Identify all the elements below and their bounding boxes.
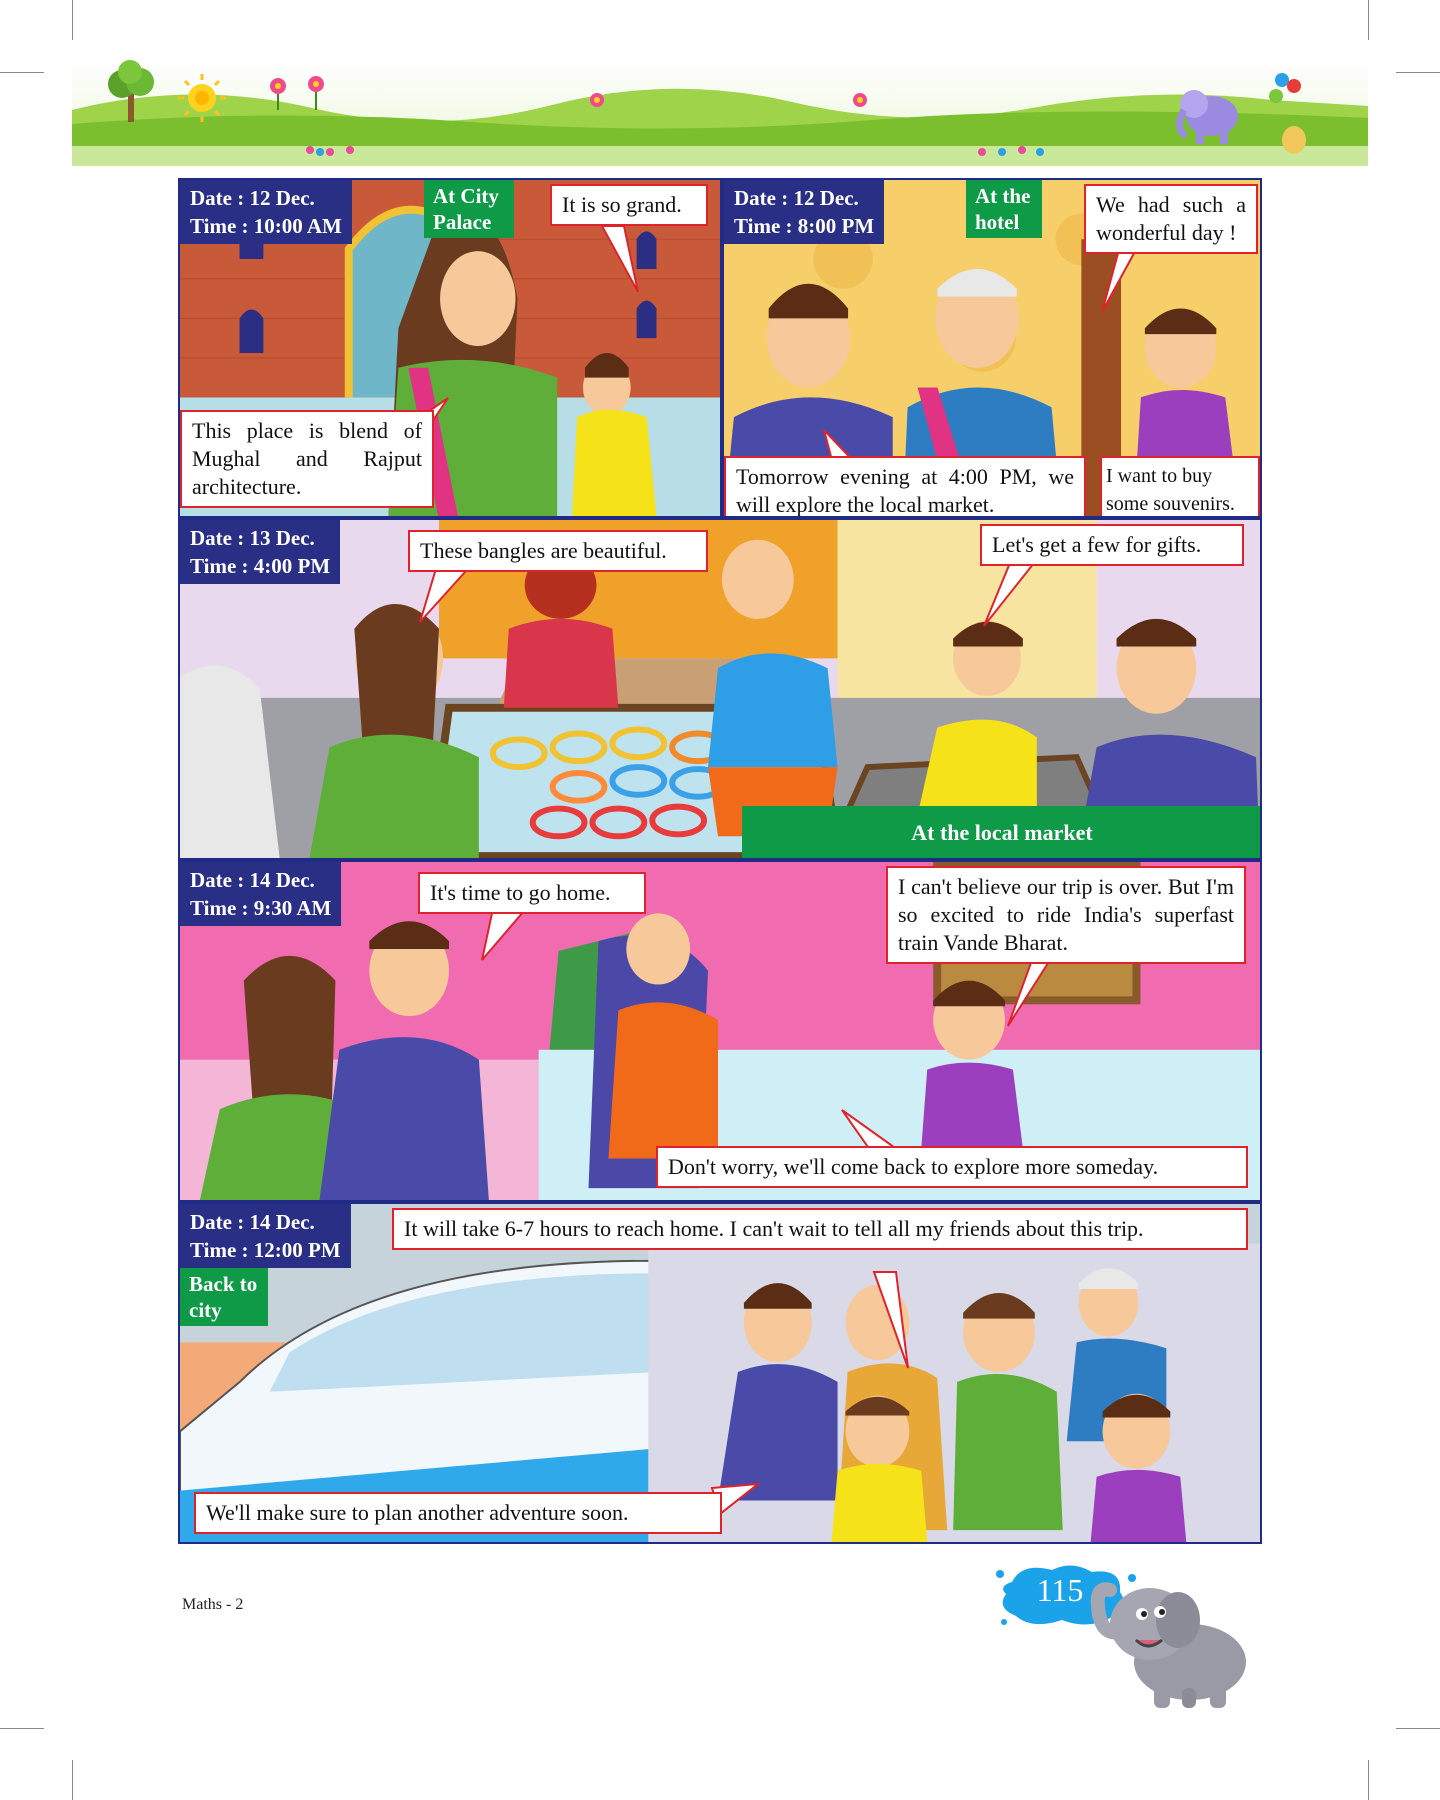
speech-tail: [1100, 246, 1140, 316]
panel-hotel: [722, 178, 1262, 518]
location-label: [180, 1268, 268, 1326]
speech-bubble: [408, 530, 708, 572]
location-banner: [742, 806, 1262, 860]
speech-bubble: [194, 1492, 722, 1534]
speech-tail: [982, 556, 1042, 628]
date-time-label: [180, 180, 352, 244]
bubble-text: We had such a wonderful day !: [1096, 192, 1246, 245]
flower-icon: [853, 93, 867, 107]
crop-mark: [1368, 1760, 1369, 1800]
bubble-text: I can't believe our trip is over. But I'm so excited to ride India's superfast train Vande Bharat.: [898, 874, 1234, 955]
speech-bubble: [180, 410, 434, 508]
bubble-text: Tomorrow evening at 4:00 PM, we will explore the local market.: [736, 464, 1074, 517]
crop-mark: [0, 1728, 44, 1729]
speech-bubble: [886, 866, 1246, 964]
speech-bubble: [1084, 184, 1258, 254]
speech-tail: [600, 226, 640, 296]
time-text: Time : 10:00 AM: [190, 214, 342, 238]
bubble-text: It's time to go home.: [430, 880, 611, 905]
bubble-text: We'll make sure to plan another adventure soon.: [206, 1500, 629, 1525]
time-text: Time : 4:00 PM: [190, 554, 331, 578]
crop-mark: [72, 0, 73, 40]
book-title: Maths - 2: [182, 1596, 244, 1613]
bubble-text: It is so grand.: [562, 192, 682, 217]
date-text: Date : 14 Dec.: [190, 868, 315, 892]
location-text: At the hotel: [975, 184, 1031, 234]
speech-tail: [1002, 958, 1052, 1028]
panel-local-market: [178, 518, 1262, 860]
date-time-label: [724, 180, 884, 244]
speech-bubble: [1100, 456, 1260, 518]
speech-bubble: [392, 1208, 1248, 1250]
bubble-text: It will take 6-7 hours to reach home. I can't wait to tell all my friends about this trip.: [404, 1216, 1144, 1241]
date-text: Date : 13 Dec.: [190, 526, 315, 550]
location-label: [966, 180, 1042, 238]
location-text: At City Palace: [433, 184, 499, 234]
location-label: [424, 180, 514, 238]
bubble-text: Let's get a few for gifts.: [992, 532, 1202, 557]
speech-bubble: [418, 872, 646, 914]
date-text: Date : 12 Dec.: [190, 186, 315, 210]
crop-mark: [1368, 0, 1369, 40]
location-text: Back to city: [189, 1272, 258, 1322]
panel-city-palace: [178, 178, 722, 518]
elephant-icon: [1090, 1566, 1260, 1716]
crop-mark: [72, 1760, 73, 1800]
page-number: 115: [1036, 1572, 1084, 1608]
crop-mark: [1396, 1728, 1440, 1729]
date-time-label: [180, 520, 340, 584]
comic-strip: [178, 178, 1262, 1544]
header-banner: [72, 60, 1368, 166]
bubble-text: Don't worry, we'll come back to explore more someday.: [668, 1154, 1159, 1179]
speech-bubble: [656, 1146, 1248, 1188]
time-text: Time : 12:00 PM: [190, 1238, 341, 1262]
date-text: Date : 12 Dec.: [734, 186, 859, 210]
speech-bubble: [724, 456, 1086, 518]
flower-icon: [590, 93, 604, 107]
panel-back-to-city: [178, 1202, 1262, 1544]
bubble-text: I want to buy some souvenirs.: [1106, 465, 1235, 515]
date-text: Date : 14 Dec.: [190, 1210, 315, 1234]
time-text: Time : 9:30 AM: [190, 896, 332, 920]
date-time-label: [180, 862, 341, 926]
speech-tail: [872, 1270, 912, 1370]
time-text: Time : 8:00 PM: [734, 214, 875, 238]
bubble-text: This place is blend of Mughal and Rajput architecture.: [192, 418, 422, 499]
location-text: At the local market: [911, 820, 1093, 845]
speech-bubble: [550, 184, 708, 226]
speech-bubble: [980, 524, 1244, 566]
panel-going-home: [178, 860, 1262, 1202]
bubble-text: These bangles are beautiful.: [420, 538, 667, 563]
crop-mark: [0, 72, 44, 73]
crop-mark: [1396, 72, 1440, 73]
date-time-label: [180, 1204, 351, 1268]
